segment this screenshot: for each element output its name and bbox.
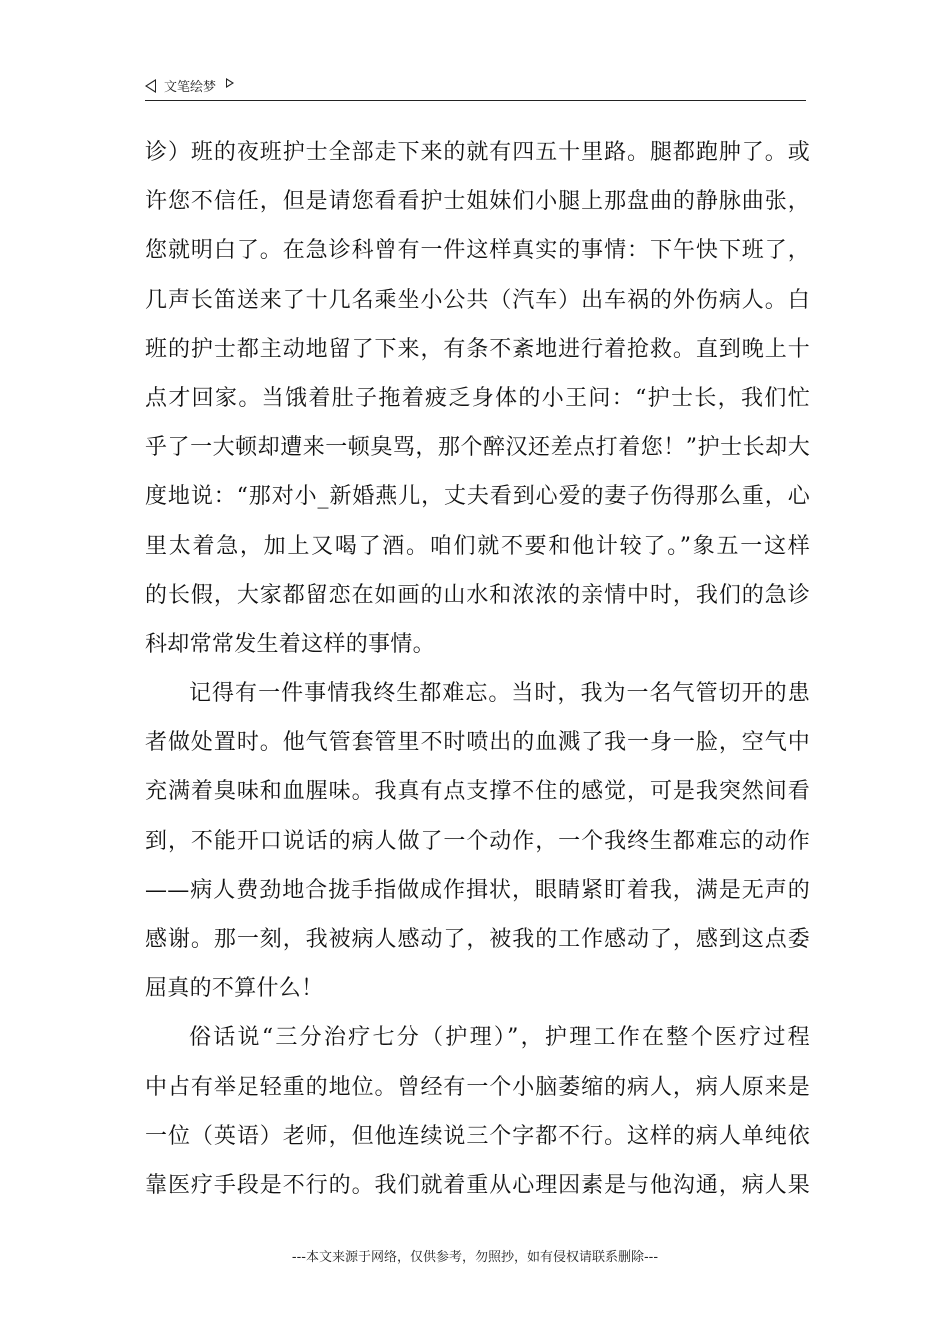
body-line: 充满着臭味和血腥味。我真有点支撑不住的感觉，可是我突然间看 [145, 779, 810, 805]
body-line: 几声长笛送来了十几名乘坐小公共（汽车）出车祸的外伤病人。白 [145, 287, 810, 313]
body-line: 度地说：“那对小_新婚燕儿，丈夫看到心爱的妻子伤得那么重，心 [145, 484, 810, 510]
body-line: 您就明白了。在急诊科曾有一件这样真实的事情：下午快下班了， [145, 238, 810, 264]
body-line: 乎了一大顿却遭来一顿臭骂，那个醉汉还差点打着您！”护士长却大 [145, 435, 810, 461]
left-triangle-icon [145, 79, 156, 93]
body-line: 里太着急，加上又喝了酒。咱们就不要和他计较了。”象五一这样 [145, 533, 810, 559]
body-line: 靠医疗手段是不行的。我们就着重从心理因素是与他沟通，病人果 [145, 1172, 810, 1198]
body-line: 科却常常发生着这样的事情。 [145, 631, 435, 657]
body-line: 许您不信任，但是请您看看护士姐妹们小腿上那盘曲的静脉曲张， [145, 189, 810, 215]
header-brand [145, 76, 234, 95]
body-line: 的长假，大家都留恋在如画的山水和浓浓的亲情中时，我们的急诊 [145, 582, 810, 608]
footer-notice: ---本文来源于网络，仅供参考，勿照抄，如有侵权请联系删除--- [291, 1250, 659, 1265]
body-line: 感谢。那一刻，我被病人感动了，被我的工作感动了，感到这点委 [145, 927, 810, 952]
page-header [145, 72, 806, 101]
body-line: 屈真的不算什么！ [145, 976, 324, 1002]
paragraph-first-line: 俗话说“三分治疗七分（护理）”，护理工作在整个医疗过程 [189, 1025, 810, 1051]
body-line: 者做处置时。他气管套管里不时喷出的血溅了我一身一脸，空气中 [145, 730, 810, 756]
body-line: 点才回家。当饿着肚子拖着疲乏身体的小王问：“护士长，我们忙 [145, 385, 810, 411]
body-line: 一位（英语）老师，但他连续说三个字都不行。这样的病人单纯依 [145, 1123, 810, 1149]
paragraph-first-line: 记得有一件事情我终生都难忘。当时，我为一名气管切开的患 [189, 681, 810, 707]
brand-label: 文笔绘梦 [164, 80, 217, 95]
body-line: 中占有举足轻重的地位。曾经有一个小脑萎缩的病人，病人原来是 [145, 1074, 810, 1100]
body-line: 诊）班的夜班护士全部走下来的就有四五十里路。腿都跑肿了。或 [145, 140, 810, 165]
body-line: ——病人费劲地合拢手指做成作揖状，眼睛紧盯着我，满是无声的 [145, 877, 810, 903]
body-line: 班的护士都主动地留了下来，有条不紊地进行着抢救。直到晚上十 [145, 336, 810, 362]
right-triangle-icon [226, 78, 234, 88]
body-line: 到，不能开口说话的病人做了一个动作，一个我终生都难忘的动作 [145, 828, 810, 854]
document-body [145, 128, 810, 1210]
